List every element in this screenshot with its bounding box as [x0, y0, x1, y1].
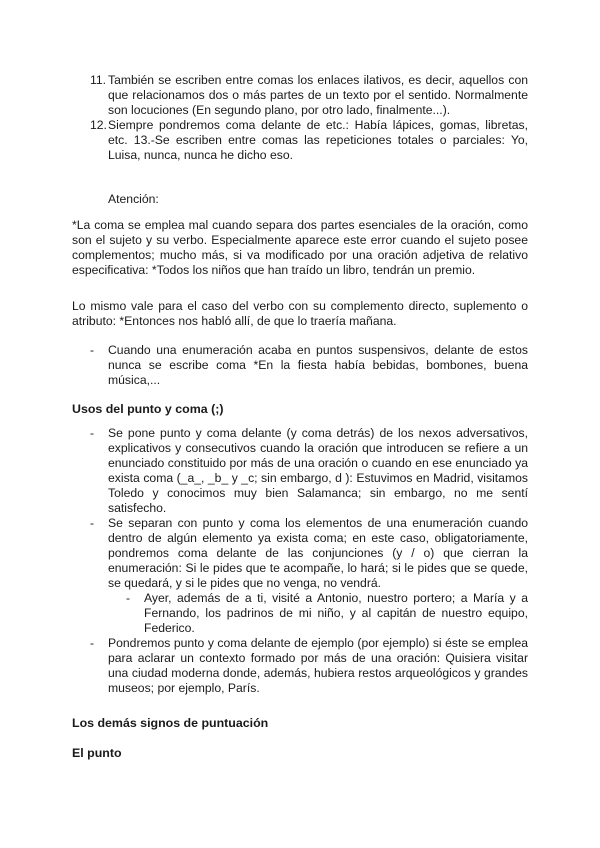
- heading-demas-signos: [72, 716, 528, 731]
- list-item-12: [72, 118, 528, 163]
- list-number: 12.: [90, 118, 107, 132]
- heading-el-punto: [72, 746, 528, 761]
- dash-bullet: -: [90, 516, 95, 530]
- paragraph-2: [72, 299, 528, 329]
- dash-bullet: -: [90, 343, 95, 357]
- list-item-text: Siempre pondremos coma delante de etc.: Había lápices, gomas, libretas, etc. 13.-Se escriben entre comas las repeticiones totales o parciales: Yo, Luisa, nunca, nunca he dicho eso.: [108, 118, 528, 162]
- list-item: [72, 343, 528, 388]
- dash-bullet: -: [90, 636, 95, 650]
- section-heading: El punto: [72, 746, 122, 760]
- list-item: [72, 636, 528, 696]
- section-heading: Usos del punto y coma (;): [72, 402, 224, 416]
- atencion-label-wrap: [72, 192, 528, 207]
- list-item-text: Pondremos punto y coma delante de ejemplo (por ejemplo) si éste se emplea para aclarar un contexto formado por más de una oración: Quisiera visitar una ciudad moderna donde, además, hubiera restos arqueológicos y grandes museos; por ejemplo, París.: [108, 636, 528, 695]
- list-item-11: [72, 73, 528, 118]
- dash-bullet: -: [90, 426, 95, 440]
- section-heading: Los demás signos de puntuación: [72, 716, 269, 730]
- list-item: [72, 516, 528, 591]
- paragraph-text: *La coma se emplea mal cuando separa dos partes esenciales de la oración, como son el sujeto y su verbo. Especialmente aparece este error cuando el sujeto posee complementos; mucho más, si va modificado por una oración adjetiva de relativo especificativa: *Todos los niños que han traído un libro, tendrán un premio.: [72, 218, 528, 277]
- dash-bullet: -: [126, 591, 131, 605]
- list-item-text: Se separan con punto y coma los elementos de una enumeración cuando dentro de algún elemento ya exista coma; en este caso, obligatoriamente, pondremos coma delante de las conjunciones (y / o) que cierran la enumeración: Si le pides que te acompañe, lo hará; si le pides que se quede, se quedará, y si le pides que no venga, no vendrá.: [108, 516, 528, 590]
- heading-punto-y-coma: [72, 402, 528, 417]
- list-item-text: Se pone punto y coma delante (y coma detrás) de los nexos adversativos, explicativos y consecutivos cuando la oración que introducen se refiere a un enunciado constituido por más de una oración o cuando en ese enunciado ya exista coma (_a_, _b_ y _c; sin embargo, d ): Estuvimos en Madrid, visitamos Toledo y conocimos muy bien Salamanca; sin embargo, no me sentí satisfecho.: [108, 426, 528, 515]
- bullet-list-2: [72, 426, 528, 696]
- list-item-text: Cuando una enumeración acaba en puntos suspensivos, delante de estos nunca se escribe coma *En la fiesta había bebidas, bombones, buena música,...: [108, 343, 528, 387]
- list-item-text: Ayer, además de a ti, visité a Antonio, nuestro portero; a María y a Fernando, los padrinos de mi niño, y al capitán de nuestro equipo, Federico.: [144, 591, 528, 635]
- bullet-list-1: [72, 343, 528, 388]
- list-number: 11.: [90, 73, 107, 87]
- paragraph-text: Lo mismo vale para el caso del verbo con su complemento directo, suplemento o atributo: *Entonces nos habló allí, de que lo traería mañana.: [72, 299, 528, 328]
- sub-list-item: [72, 591, 528, 636]
- list-item-text: También se escriben entre comas los enlaces ilativos, es decir, aquellos con que relacionamos dos o más partes de un texto por el sentido. Normalmente son locuciones (En segundo plano, por otro lado, finalmente...).: [108, 73, 528, 117]
- list-item: [72, 426, 528, 516]
- paragraph-1: [72, 218, 528, 278]
- numbered-list: [72, 73, 528, 163]
- atencion-label: Atención:: [108, 192, 159, 206]
